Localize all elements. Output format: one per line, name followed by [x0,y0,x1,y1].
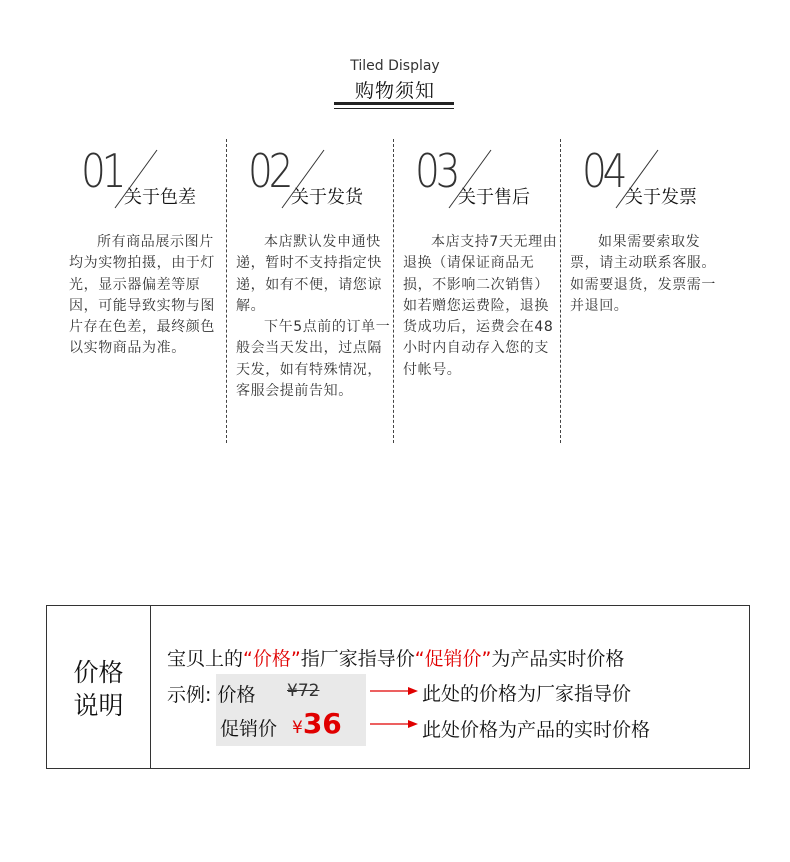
original-price-description: 此处的价格为厂家指导价 [422,683,632,705]
price-box-divider [150,606,151,768]
arrow-right-icon [370,685,418,697]
sale-currency: ¥ [292,718,303,738]
column-title: 关于发票 [625,187,697,208]
column-title: 关于发货 [291,187,363,208]
definition-text: 指厂家指导价 [300,648,415,670]
column-number: 01 [81,144,123,198]
original-price: ¥72 [287,681,320,701]
definition-text: 为产品实时价格 [491,648,625,670]
column-body [570,232,728,317]
column-paragraph: 本店默认发申通快递，暂时不支持指定快递，如有不便，请您谅解。 [236,234,382,314]
price-label-line: 价格 [73,658,124,687]
price-definition-line [167,644,624,671]
column-number: 02 [248,144,290,198]
definition-text: 宝贝上的 [167,648,244,670]
sale-value: 36 [302,707,342,740]
definition-sale-term: “促销价” [414,648,492,670]
page-title: 购物须知 [354,80,435,102]
sale-price-name: 促销价 [220,718,278,740]
example-prefix: 示例: [167,684,212,706]
arrow-right-icon [370,718,418,730]
column-number: 03 [415,144,457,198]
example-line [167,680,255,707]
column-paragraph: 下午5点前的订单一般会当天发出，过点隔天发，如有特殊情况，客服会提前告知。 [236,319,391,400]
title-underline-thick [334,102,454,105]
price-explanation-box [46,605,750,769]
column-title: 关于售后 [458,187,530,208]
sale-price [292,707,342,740]
column-number: 04 [582,144,624,198]
price-label [47,656,150,722]
price-label-line: 说明 [73,691,124,720]
column-body [403,232,561,381]
column-body [236,232,394,402]
column-paragraph: 本店支持7天无理由退换（请保证商品无损，不影响二次销售）如若赠您运费险，退换货成功后，运费会在48小时内自动存入您的支付帐号。 [403,234,558,378]
example-price-name: 价格 [217,684,256,706]
column-paragraph: 如果需要索取发票，请主动联系客服。如需要退货，发票需一并退回。 [570,234,716,314]
column-title: 关于色差 [124,187,196,208]
title-underline-thin [334,108,454,109]
column-body [69,232,227,360]
header-subtitle: Tiled Display [350,58,440,74]
column-paragraph: 所有商品展示图片均为实物拍摄，由于灯光，显示器偏差等原因，可能导致实物与图片存在色差，最终颜色以实物商品为准。 [69,234,215,357]
definition-price-term: “价格” [243,648,301,670]
sale-price-description: 此处价格为产品的实时价格 [422,719,651,741]
